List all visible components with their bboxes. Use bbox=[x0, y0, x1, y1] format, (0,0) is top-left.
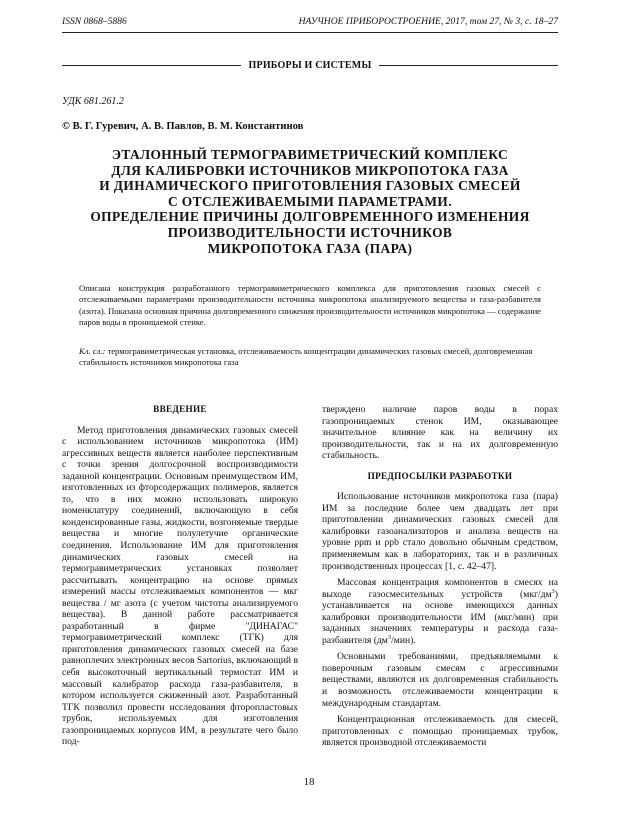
rubric-rule-left bbox=[62, 65, 241, 66]
title-line: ПРОИЗВОДИТЕЛЬНОСТИ ИСТОЧНИКОВ bbox=[167, 224, 453, 240]
journal-citation: НАУЧНОЕ ПРИБОРОСТРОЕНИЕ, 2017, том 27, № 3, с. 18–27 bbox=[298, 16, 558, 27]
prereq-paragraph-1: Использование источников микропотока газа (пара) ИМ за последние более чем двадцать лет при приготовлении динамических газовых смесей для калибровки газоанализаторов и анализа веществ на уровне ρpm и ρpb стало довольно обычным средством, применяемым как в лабораториях, так и в различных производственных процессах [1, с. 42–47]. bbox=[322, 491, 558, 572]
udk-code: УДК 681.261.2 bbox=[62, 96, 124, 107]
keywords-label: Кл. сл.: bbox=[79, 346, 106, 356]
article-title bbox=[62, 147, 558, 256]
keywords-text: термогравиметрическая установка, отслеживаемость концентрации динамических газовых смесей, долговременная стабильность источников микропотока газа bbox=[79, 346, 533, 368]
title-line: С ОТСЛЕЖИВАЕМЫМИ ПАРАМЕТРАМИ. bbox=[167, 193, 452, 209]
issn: ISSN 0868–5886 bbox=[62, 16, 127, 27]
prereq-paragraph-4: Концентрационная отслеживаемость для смесей, приготовленных с помощью проницаемых трубок, является производной отслеживаемости bbox=[322, 714, 558, 749]
rubric-bar bbox=[62, 58, 558, 72]
intro-paragraph: Метод приготовления динамических газовых смесей с использованием источников микропотока (ИМ) агрессивных веществ является наиболее перспективным с точки зрения долгосрочной воспроизводимости заданной концентрации. Основным преимуществом ИМ, изготовленных из фторсодержащих полимеров, является то, что в них можно использовать широкую номенклатуру соединений, включающую в себя конденсированные газы, жидкости, возгоняемые твердые вещества и многие полулетучие органические соединения. Использование ИМ для приготовления динамических газовых смесей на термогравиметрических установках позволяет рассчитывать концентрацию на основе прямых измерений массы отслеживаемых компонентов — мкг вещества / мг азота (с учетом чистоты анализируемого вещества). В данной работе рассматривается разработанный в фирме "ДИНАГАС" термогравиметрический комплекс (ТГК) для приготовления динамических газовых смесей на базе равноплечих электронных весов Sartorius, включающий в себя высокоточный вертикальный термостат ИМ и массовый калибратор расхода газа-разбавителя, в котором используется сжиженный азот. Разработанный ТГК позволил провести исследования фторопластовых трубок, используемых для изготовления газопроницаемых корпусов ИМ, в результате чего было под- bbox=[62, 424, 298, 748]
rubric-rule-right bbox=[379, 65, 558, 66]
continued-paragraph: тверждено наличие паров воды в порах газопроницаемых стенок ИМ, оказывающее значительное влияние как на величину их производительности, так и на их долговременную стабильность. bbox=[322, 404, 558, 462]
prereq-paragraph-2 bbox=[322, 577, 558, 646]
prereq-paragraph-3: Основными требованиями, предъявляемыми к поверочным газовым смесям с агрессивными веществами, являются их долговременная стабильность и возможность отслеживаемости концентрации к международным стандартам. bbox=[322, 651, 558, 709]
keywords bbox=[79, 346, 541, 369]
title-line: ОПРЕДЕЛЕНИЕ ПРИЧИНЫ ДОЛГОВРЕМЕННОГО ИЗМЕНЕНИЯ bbox=[90, 209, 530, 225]
running-header bbox=[62, 16, 558, 27]
title-line: ЭТАЛОННЫЙ ТЕРМОГРАВИМЕТРИЧЕСКИЙ КОМПЛЕКС bbox=[111, 147, 509, 162]
header-rule bbox=[62, 32, 558, 33]
spacer bbox=[322, 462, 558, 471]
abstract: Описана конструкция разработанного термогравиметрического комплекса для приготовления газовых смесей с отслеживаемыми параметрами производительности источника микропотока анализируемого вещества и газа-разбавителя (азота). Показана основная причина долговременного снижения производительности источников микропотока — содержание паров воды в проницаемой стенке. bbox=[79, 283, 541, 328]
page-number: 18 bbox=[303, 776, 315, 788]
p2-part-b: ) устанавливается на основе имеющихся данных калибровки производительности ИМ (мкг/мин) при заданных значениях температуры и расхода газа-разбавителя (дм bbox=[322, 588, 558, 646]
authors: © В. Г. Гуревич, А. В. Павлов, В. М. Константинов bbox=[62, 121, 304, 132]
column-left bbox=[62, 404, 298, 748]
title-line: ДЛЯ КАЛИБРОВКИ ИСТОЧНИКОВ МИКРОПОТОКА ГАЗА bbox=[111, 162, 509, 178]
column-right bbox=[322, 404, 558, 749]
rubric-title: ПРИБОРЫ И СИСТЕМЫ bbox=[248, 59, 372, 71]
section-heading-intro: ВВЕДЕНИЕ bbox=[153, 404, 207, 414]
title-line: И ДИНАМИЧЕСКОГО ПРИГОТОВЛЕНИЯ ГАЗОВЫХ СМЕСЕЙ bbox=[99, 178, 521, 194]
p2-part-a: Массовая концентрация компонентов в смесях на выходе газосмесительных устройств (мкг/дм bbox=[322, 577, 558, 600]
p2-part-c: /мин). bbox=[391, 634, 416, 646]
section-heading-prereq: ПРЕДПОСЫЛКИ РАЗРАБОТКИ bbox=[367, 470, 513, 481]
superscript-3: 3 bbox=[387, 633, 392, 641]
title-line: МИКРОПОТОКА ГАЗА (ПАРА) bbox=[207, 240, 413, 256]
superscript-3: 3 bbox=[551, 587, 555, 595]
